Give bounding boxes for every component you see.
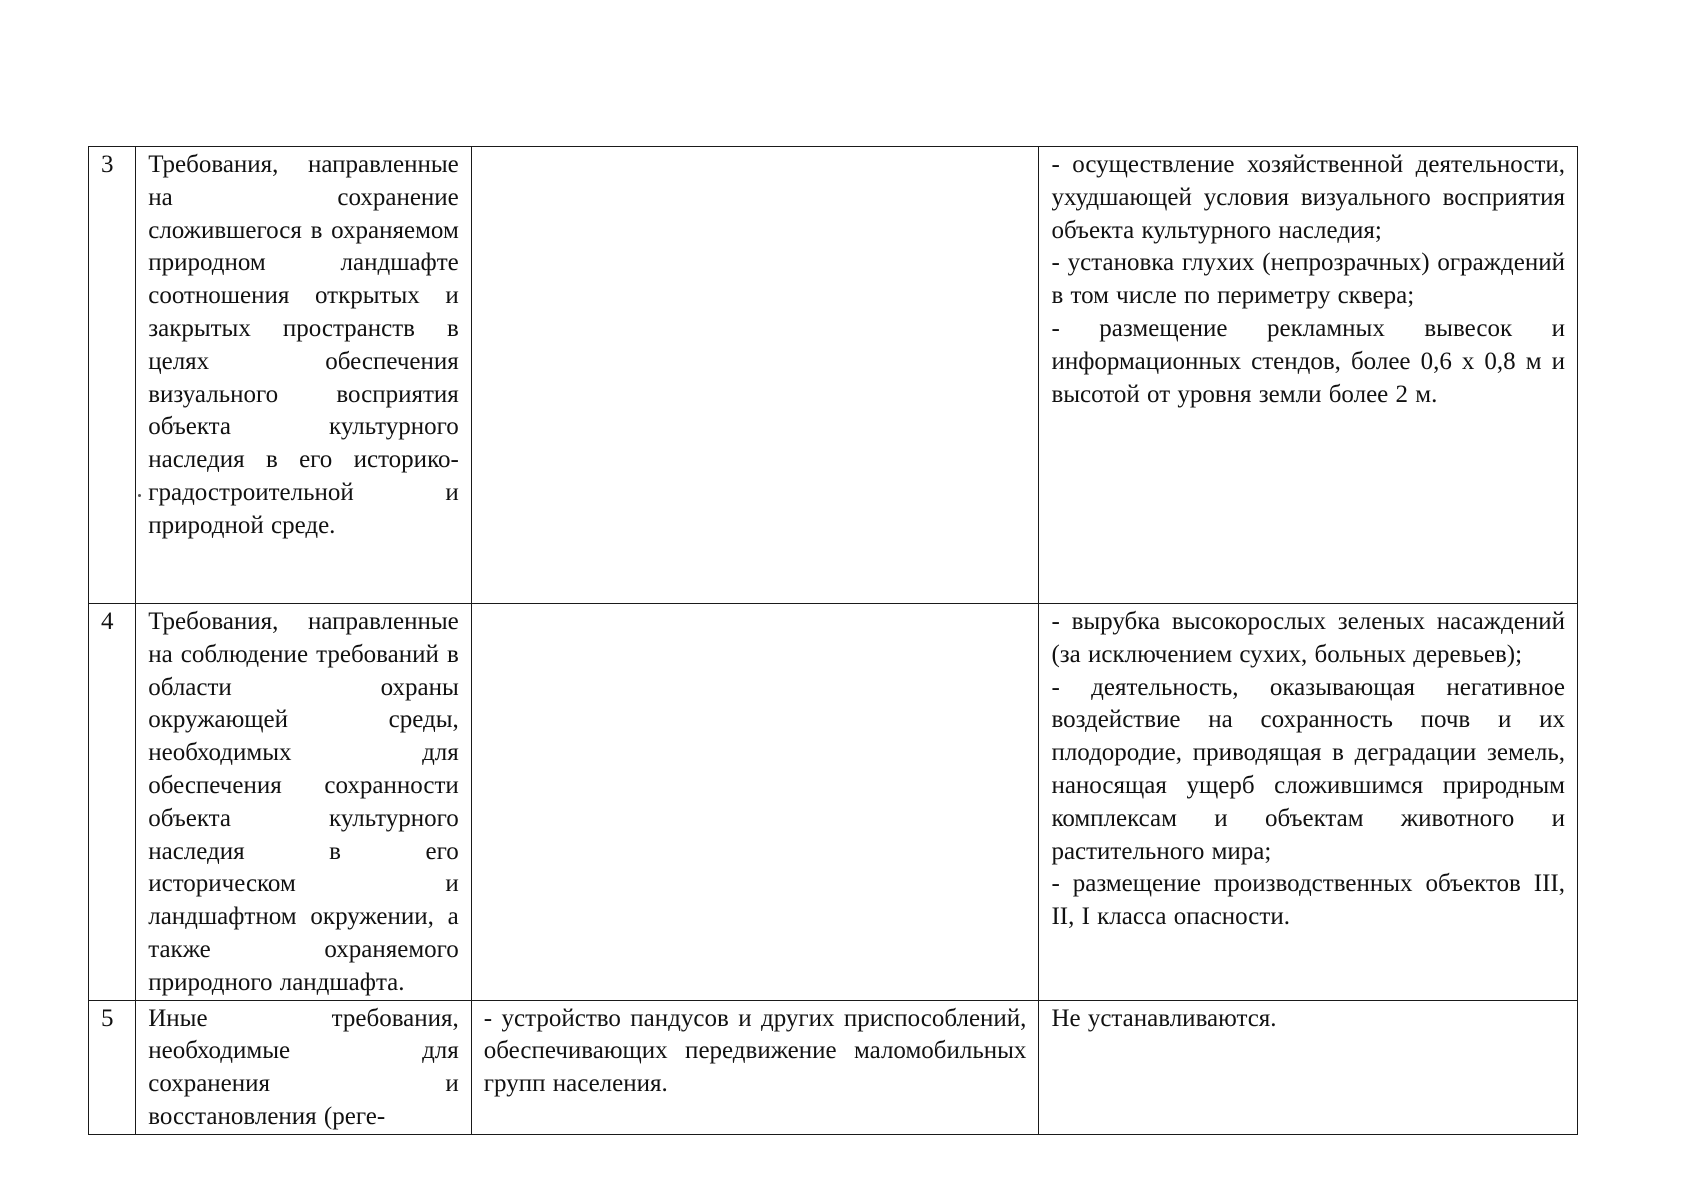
requirement-cell: Требования, направленные на сохранение сложившегося в охраняемом природном ландшафте соотношения открытых и закрытых пространств в целях обеспечения визуального восприятия объекта культурного наследия в его историко-градостроительной и природной среде.	[136, 147, 472, 604]
allowed-cell	[471, 147, 1039, 604]
row-number: 5	[89, 1000, 136, 1134]
row-number: 3	[89, 147, 136, 604]
table-row	[89, 1000, 1578, 1134]
prohibited-cell	[1039, 604, 1578, 1001]
requirement-cell: Иные требования, необходимые для сохранения и восстановления (реге-	[136, 1000, 472, 1134]
prohibition-item: - вырубка высокорослых зеленых насаждений (за исключением сухих, больных деревьев);	[1051, 608, 1565, 668]
prohibition-item: - установка глухих (непрозрачных) ограждений в том числе по периметру сквера;	[1051, 249, 1565, 310]
allowed-cell: - устройство пандусов и других приспособлений, обеспечивающих передвижение маломобильных групп населения.	[471, 1000, 1039, 1134]
prohibition-item: - размещение производственных объектов III, II, I класса опасности.	[1051, 870, 1565, 931]
requirement-cell: Требования, направленные на соблюдение требований в области охраны окружающей среды, необходимых для обеспечения сохранности объекта культурного наследия в его историческом и ландшафтном окружении, а также охраняемого природного ландшафта.	[136, 604, 472, 1001]
requirements-table	[88, 146, 1578, 1135]
prohibition-item: - осуществление хозяйственной деятельности, ухудшающей условия визуального восприятия объекта культурного наследия;	[1051, 151, 1565, 244]
prohibition-item: - деятельность, оказывающая негативное воздействие на сохранность почв и их плодородие, приводящая в деградации земель, наносящая ущерб сложившимся природным комплексам и объектам животного и растительного мира;	[1051, 673, 1565, 865]
table-row	[89, 604, 1578, 1001]
prohibition-item: Не устанавливаются.	[1051, 1004, 1277, 1032]
scan-speck	[138, 494, 141, 497]
allowed-cell	[471, 604, 1039, 1001]
prohibition-item: - размещение рекламных вывесок и информационных стендов, более 0,6 х 0,8 м и высотой от уровня земли более 2 м.	[1051, 314, 1565, 408]
prohibited-cell	[1039, 147, 1578, 604]
table-row	[89, 147, 1578, 604]
prohibited-cell	[1039, 1000, 1578, 1134]
row-number: 4	[89, 604, 136, 1001]
